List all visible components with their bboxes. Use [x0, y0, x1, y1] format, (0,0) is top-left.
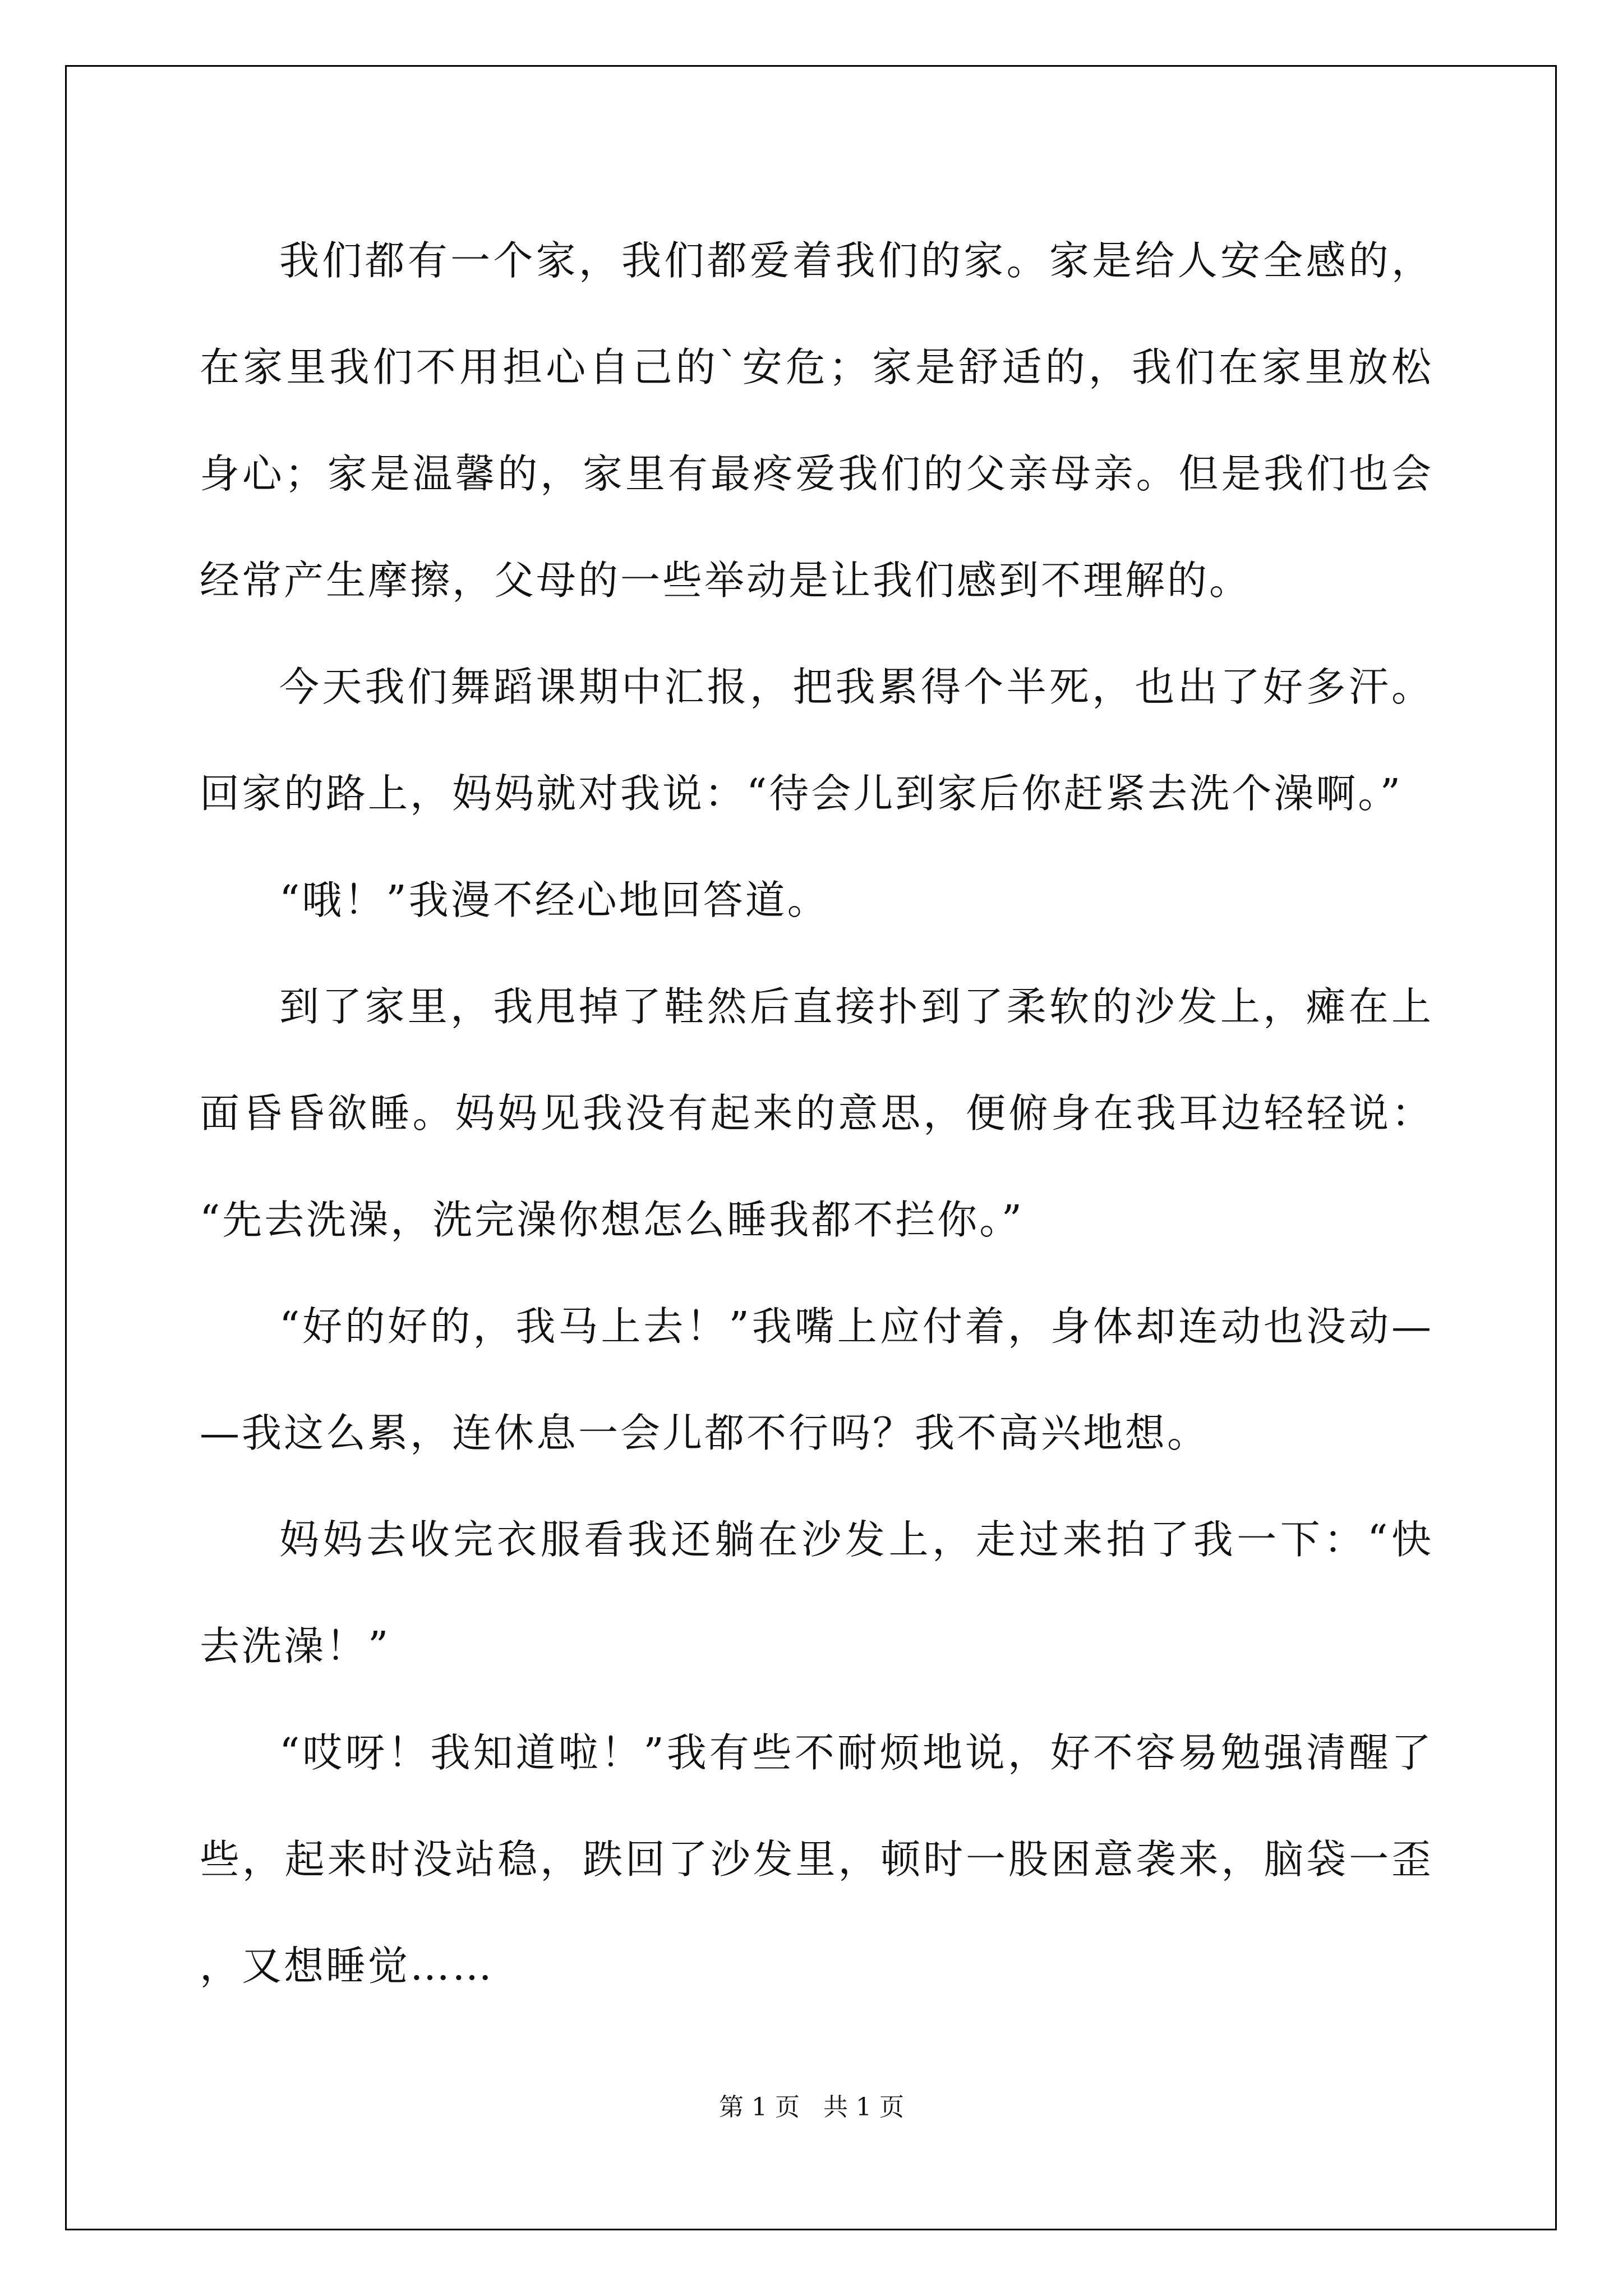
page-footer: 第 1 页 共 1 页 [719, 2093, 904, 2122]
paragraph-3: “哦！”我漫不经心地回答道。 [279, 877, 829, 923]
paragraph-4: 到了家里，我甩掉了鞋然后直接扑到了柔软的沙发上，瘫在上面昏昏欲睡。妈妈见我没有起来的意思，便俯身在我耳边轻轻说：“先去洗澡，洗完澡你想怎么睡我都不拦你。” [200, 983, 1433, 1243]
paragraph-5: “好的好的，我马上去！”我嘴上应付着，身体却连动也没动——我这么累，连休息一会儿都不行吗？我不高兴地想。 [200, 1303, 1433, 1456]
paragraph-2: 今天我们舞蹈课期中汇报，把我累得个半死，也出了好多汗。回家的路上，妈妈就对我说：“待会儿到家后你赶紧去洗个澡啊。” [200, 664, 1433, 817]
paragraph-6: 妈妈去收完衣服看我还躺在沙发上，走过来拍了我一下：“快去洗澡！” [200, 1516, 1433, 1669]
document-body [200, 208, 1433, 2019]
paragraph-7: “哎呀！我知道啦！”我有些不耐烦地说，好不容易勉强清醒了些，起来时没站稳，跌回了沙发里，顿时一股困意袭来，脑袋一歪，又想睡觉…… [200, 1729, 1433, 1989]
paragraph-1: 我们都有一个家，我们都爱着我们的家。家是给人安全感的，在家里我们不用担心自己的`安危；家是舒适的，我们在家里放松身心；家是温馨的，家里有最疼爱我们的父亲母亲。但是我们也会经常产生摩擦，父母的一些举动是让我们感到不理解的。 [200, 237, 1433, 604]
